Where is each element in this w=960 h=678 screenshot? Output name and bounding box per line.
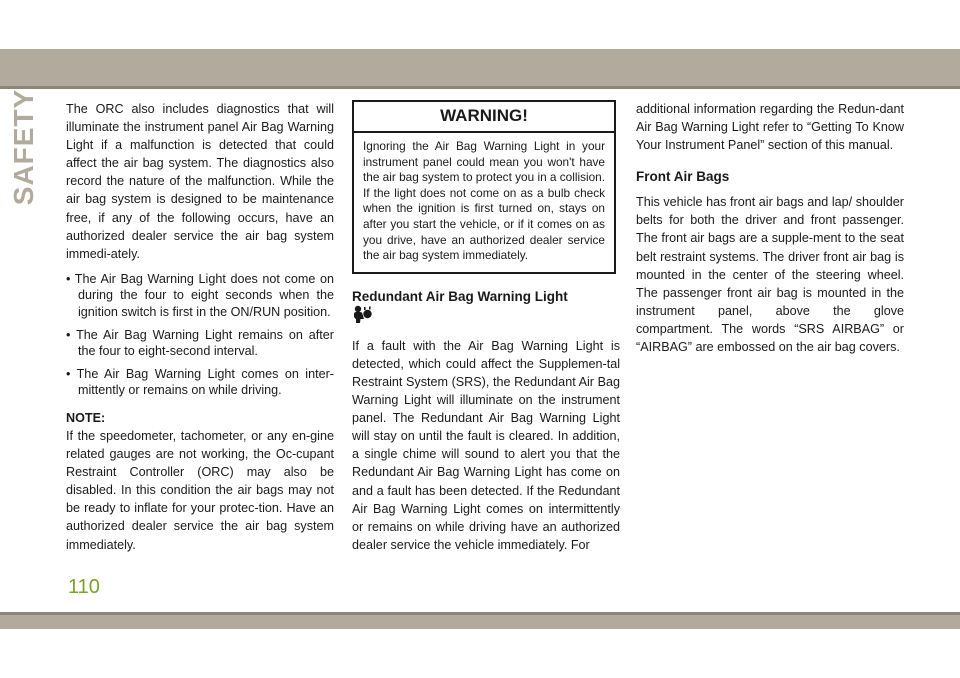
- front-air-bags-heading: Front Air Bags: [636, 169, 730, 185]
- list-item: • The Air Bag Warning Light does not come on during the four to eight seconds when the ignition switch is first in the ON/RUN position.: [66, 271, 334, 320]
- redundant-heading: Redundant Air Bag Warning Light: [352, 288, 568, 304]
- diagnostics-paragraph: The ORC also includes diagnostics that will illuminate the instrument panel Air Bag Warning Light if a malfunction is detected that could affect the air bag system. The diagnostics also record the nature of the malfunction. While the air bag system is designed to be maintenance free, if any of the following occurs, have an authorized dealer service the air bag system immedi-ately.: [66, 102, 334, 261]
- warning-body: Ignoring the Air Bag Warning Light in your instrument panel could mean you won't have the air bag system to protect you in a collision. If the light does not come on as a bulb check when the ignition is first turned on, stays on after you start the vehicle, or if it comes on as you drive, have an authorized dealer service the air bag system immediately.: [363, 139, 605, 263]
- section-tab-label: SAFETY: [8, 88, 39, 206]
- column-left: [66, 100, 334, 554]
- column-right: [636, 100, 904, 356]
- front-air-bags-paragraph: This vehicle has front air bags and lap/ shoulder belts for both the driver and front passenger. The front air bags are a supple-ment to the seat belt restraint systems. The driver front air bag is mounted in the center of the steering wheel. The passenger front air bag is mounted in the instrument panel, above the glove compartment. The words “SRS AIRBAG” or “AIRBAG” are embossed on the air bag covers.: [636, 195, 904, 355]
- warning-box: [352, 100, 616, 274]
- airbag-warning-icon: [352, 305, 374, 325]
- continuation-paragraph: additional information regarding the Redun-dant Air Bag Warning Light refer to “Getting To Know Your Instrument Panel” section of this manual.: [636, 102, 904, 153]
- warning-title: WARNING!: [354, 102, 614, 133]
- column-middle: [352, 100, 620, 554]
- warning-light-conditions-list: [66, 271, 334, 399]
- note-paragraph: If the speedometer, tachometer, or any en-gine related gauges are not working, the Oc-cupant Restraint Controller (ORC) may also be disabled. In this condition the air bags may not be ready to inflate for your protec-tion. Have an authorized dealer service the air bag system immediately.: [66, 429, 334, 552]
- page-number: 110: [68, 576, 100, 598]
- note-label: NOTE:: [66, 411, 106, 425]
- list-item: • The Air Bag Warning Light comes on inter-mittently or remains on while driving.: [66, 366, 334, 398]
- header-band: [0, 49, 960, 86]
- redundant-paragraph: If a fault with the Air Bag Warning Light is detected, which could affect the Supplemen-tal Restraint System (SRS), the Redundant Air Bag Warning Light will illuminate on the instrument panel. The Redundant Air Bag Warning Light will stay on until the fault is cleared. In addition, a single chime will sound to alert you that the Redundant Air Bag Warning Light has come on and a fault has been detected. If the Redundant Air Bag Warning Light comes on intermittently or remains on while driving have an authorized dealer service the vehicle immediately. For: [352, 338, 620, 552]
- footer-band: [0, 615, 960, 629]
- section-tab: [4, 88, 44, 206]
- list-item: • The Air Bag Warning Light remains on after the four to eight-second interval.: [66, 327, 334, 359]
- header-rule: [0, 86, 960, 89]
